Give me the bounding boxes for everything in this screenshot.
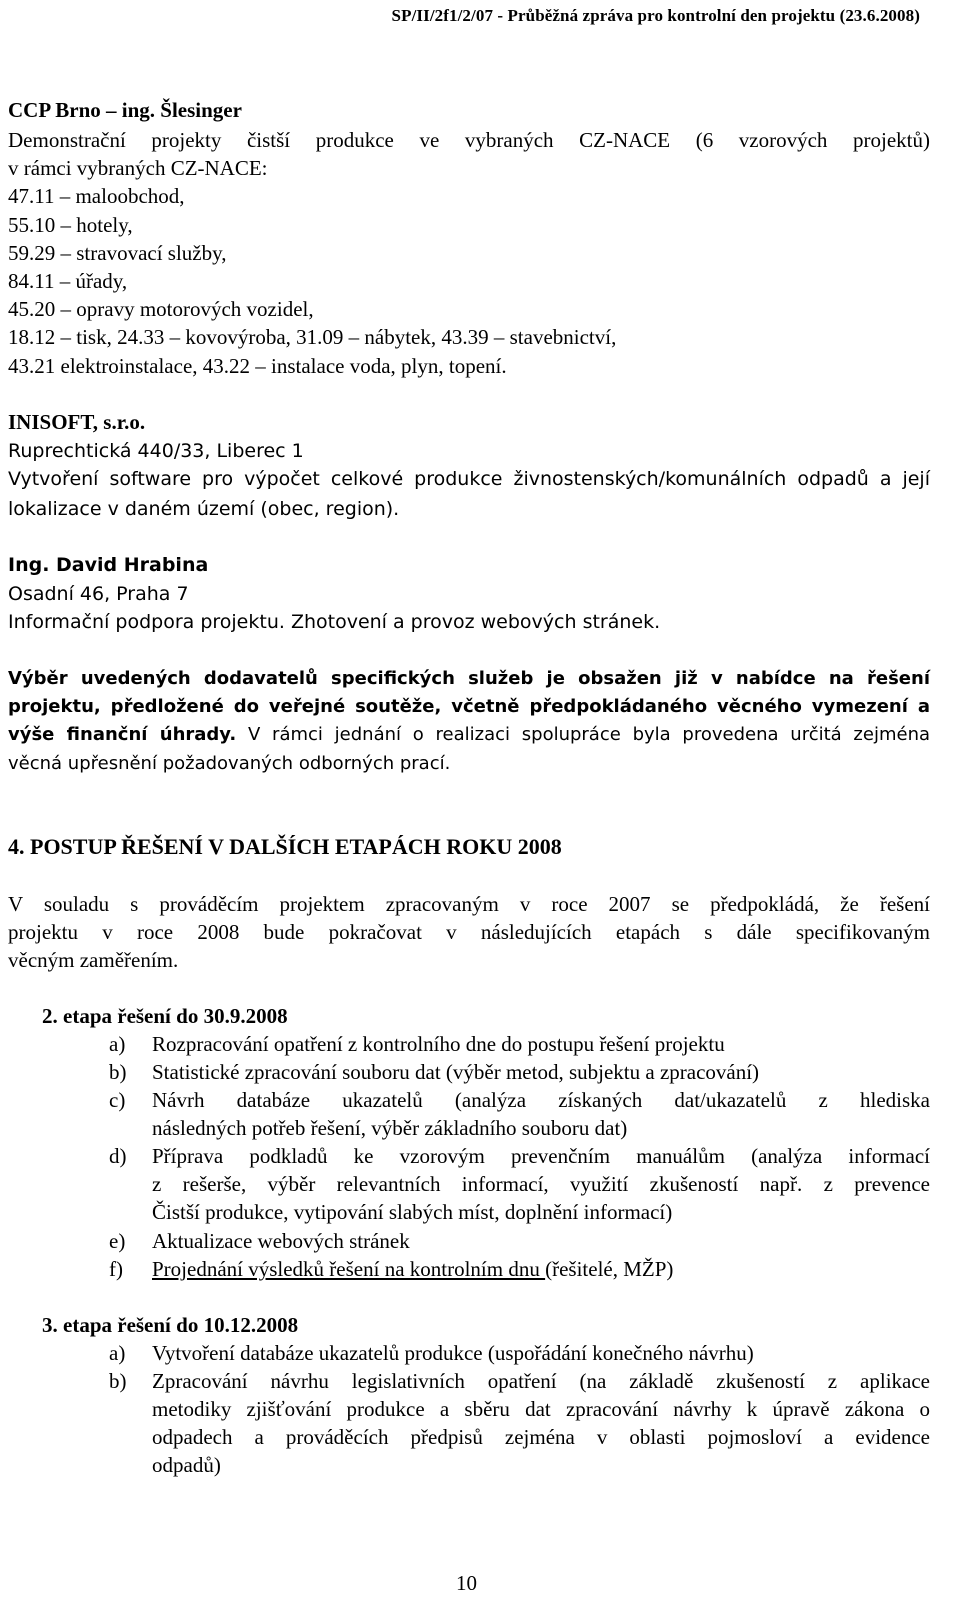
list-item-letter: b) — [109, 1060, 127, 1084]
nace-code-item: 84.11 – úřady, — [8, 269, 128, 293]
section4-heading: 4. POSTUP ŘEŠENÍ V DALŠÍCH ETAPÁCH ROKU 2008 — [8, 834, 562, 859]
hrabina-address: Osadní 46, Praha 7 — [8, 583, 189, 605]
list-item-letter: b) — [109, 1369, 127, 1393]
selection-line3 — [8, 721, 930, 749]
section4-intro-line2: projektu v roce 2008 bude pokračovat v následujících etapách s dále specifikovaným — [8, 920, 930, 944]
selection-line4: věcná upřesnění požadovaných odborných prací. — [8, 753, 451, 774]
underlined-text: Projednání výsledků řešení na kontrolním dnu — [152, 1257, 546, 1281]
list-item-text: Návrh databáze ukazatelů (analýza získaných dat/ukazatelů z hlediska — [152, 1088, 930, 1112]
list-item-text: metodiky zjišťování produkce a sběru dat zpracování návrhy k úpravě zákona o — [152, 1397, 930, 1421]
list-item-text: Aktualizace webových stránek — [152, 1229, 410, 1253]
page-number: 10 — [456, 1571, 477, 1595]
list-item-letter: e) — [109, 1229, 126, 1253]
nace-code-item: 45.20 – opravy motorových vozidel, — [8, 297, 314, 321]
hrabina-title: Ing. David Hrabina — [8, 554, 209, 576]
item-rest-text: (řešitelé, MŽP) — [545, 1257, 674, 1281]
section4-intro-line3: věcným zaměřením. — [8, 948, 179, 972]
list-item-letter: c) — [109, 1088, 126, 1112]
etapa2-heading: 2. etapa řešení do 30.9.2008 — [42, 1004, 288, 1028]
ccp-title: CCP Brno – ing. Šlesinger — [8, 98, 242, 122]
ccp-desc-line2: v rámci vybraných CZ-NACE: — [8, 156, 268, 180]
selection-line2: projektu, předložené do veřejné soutěže, včetně předpokládaného věcného vymezení a — [8, 696, 930, 717]
selection-line3-bold: výše finanční úhrady. — [8, 724, 237, 745]
inisoft-address: Ruprechtická 440/33, Liberec 1 — [8, 440, 304, 462]
list-item-text: následných potřeb řešení, výběr základního souboru dat) — [152, 1116, 628, 1140]
nace-code-item: 47.11 – maloobchod, — [8, 184, 185, 208]
inisoft-desc-line2: lokalizace v daném území (obec, region). — [8, 498, 400, 520]
hrabina-desc: Informační podpora projektu. Zhotovení a provoz webových stránek. — [8, 611, 661, 633]
list-item-letter: f) — [109, 1257, 123, 1281]
list-item-text: Zpracování návrhu legislativních opatření (na základě zkušeností z aplikace — [152, 1369, 930, 1393]
running-header: SP/II/2f1/2/07 - Průběžná zpráva pro kontrolní den projektu (23.6.2008) — [391, 6, 920, 25]
list-item-text: odpadech a prováděcích předpisů zejména v oblasti pojmosloví a evidence — [152, 1425, 930, 1449]
list-item-text: z rešerše, výběr relevantních informací, využití zkušeností např. z prevence — [152, 1172, 930, 1196]
list-item-letter: d) — [109, 1144, 127, 1168]
selection-line3-rest: V rámci jednání o realizaci spolupráce byla provedena určitá zejména — [247, 724, 931, 745]
list-item-letter: a) — [109, 1341, 126, 1365]
list-item-letter: a) — [109, 1032, 126, 1056]
section4-intro-line1: V souladu s prováděcím projektem zpracovaným v roce 2007 se předpokládá, že řešení — [8, 892, 930, 916]
nace-code-item: 55.10 – hotely, — [8, 213, 133, 237]
list-item-text: Rozpracování opatření z kontrolního dne do postupu řešení projektu — [152, 1032, 725, 1056]
inisoft-desc-line1: Vytvoření software pro výpočet celkové produkce živnostenských/komunálních odpadů a její — [8, 468, 930, 490]
inisoft-title: INISOFT, s.r.o. — [8, 410, 146, 434]
ccp-desc-line1: Demonstrační projekty čistší produkce ve vybraných CZ-NACE (6 vzorových projektů) — [8, 128, 930, 152]
list-item-text: Statistické zpracování souboru dat (výběr metod, subjektu a zpracování) — [152, 1060, 760, 1084]
nace-code-item: 43.21 elektroinstalace, 43.22 – instalace voda, plyn, topení. — [8, 354, 507, 378]
list-item-text — [152, 1255, 930, 1283]
nace-code-item: 18.12 – tisk, 24.33 – kovovýroba, 31.09 – nábytek, 43.39 – stavebnictví, — [8, 325, 617, 349]
list-item-text: Příprava podkladů ke vzorovým prevenčním manuálům (analýza informací — [152, 1144, 930, 1168]
list-item-text: odpadů) — [152, 1453, 221, 1477]
selection-line1: Výběr uvedených dodavatelů specifických služeb je obsažen již v nabídce na řešení — [8, 668, 930, 689]
etapa3-heading: 3. etapa řešení do 10.12.2008 — [42, 1313, 299, 1337]
list-item-text: Čistší produkce, vytipování slabých míst, doplnění informací) — [152, 1200, 673, 1224]
list-item-text: Vytvoření databáze ukazatelů produkce (uspořádání konečného návrhu) — [152, 1341, 754, 1365]
nace-code-item: 59.29 – stravovací služby, — [8, 241, 227, 265]
